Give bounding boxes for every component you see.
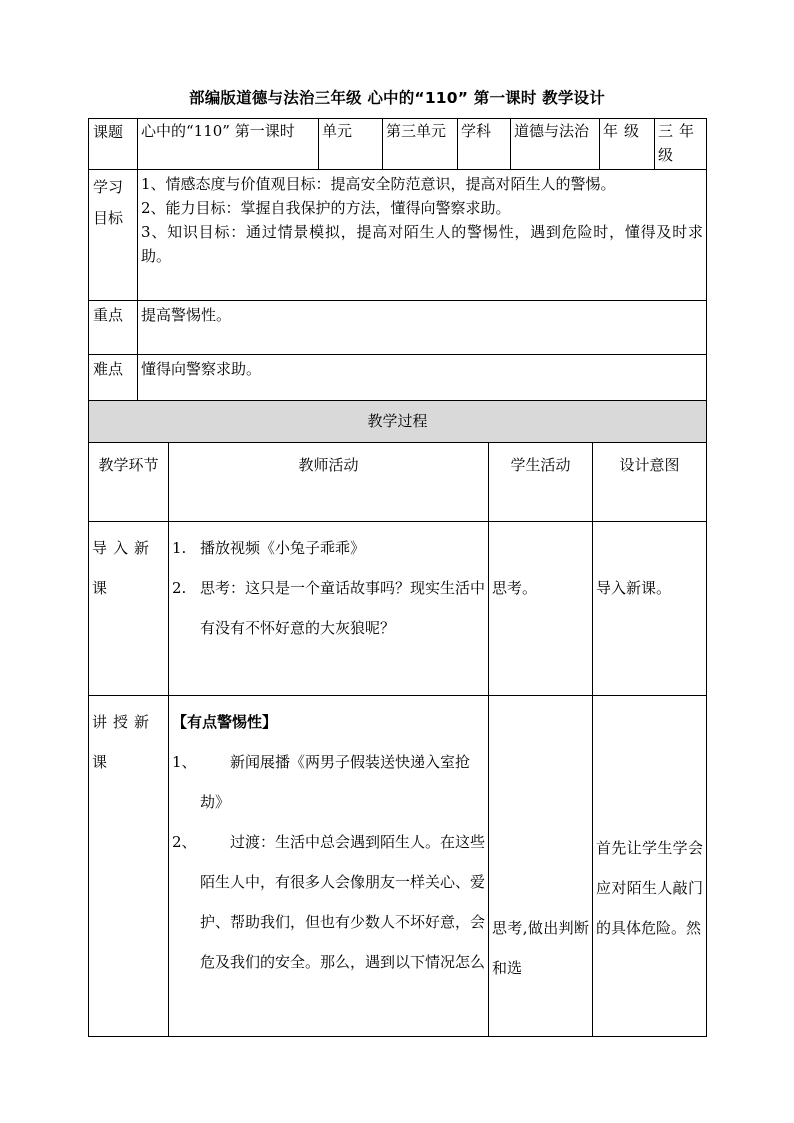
design-intent-header: 设计意图 (593, 443, 707, 522)
lesson-info-row (89, 119, 707, 170)
document-title: 部编版道德与法治三年级 心中的“110” 第一课时 教学设计 (189, 89, 605, 107)
item-text: 思考：这只是一个童话故事吗？现实生活中有没有不怀好意的大灰狼呢？ (200, 579, 486, 637)
new-lesson-stage: 讲授新课 (89, 696, 169, 1037)
student-activity-text: 思考。 (492, 579, 538, 597)
subject-label: 学科 (458, 119, 511, 170)
item-text: 播放视频《小兔子乖乖》 (200, 539, 366, 557)
difficulty-value: 懂得向警察求助。 (138, 355, 707, 409)
lead-in-stage: 导入新课 (89, 522, 169, 696)
process-banner: 教学过程 (89, 401, 707, 443)
teacher-activity-header: 教师活动 (169, 443, 489, 522)
list-item (172, 528, 485, 568)
item-number: 2. (172, 579, 187, 597)
student-activity-header: 学生活动 (489, 443, 593, 522)
item-text: 过渡：生活中总会遇到陌生人。在这些陌生人中，有很多人会像朋友一样关心、爱护、帮助我们，但也有少数人不坏好意，会危及我们的安全。那么，遇到以下情况怎么 (200, 833, 486, 971)
goal-item: 3、知识目标：通过情景模拟，提高对陌生人的警惕性，遇到危险时，懂得及时求助。 (141, 223, 703, 265)
item-text: 新闻展播《两男子假装送快递入室抢劫》 (200, 753, 471, 811)
stage-header: 教学环节 (89, 443, 169, 522)
student-activity-text: 思考,做出判断和选 (492, 919, 589, 977)
lead-in-row (89, 522, 707, 696)
topic-value: 心中的“110” 第一课时 (138, 119, 319, 170)
item-number: 1、 (172, 753, 197, 771)
teaching-process-table (88, 400, 707, 1037)
section-heading: 【有点警惕性】 (172, 713, 278, 731)
key-point-value: 提高警惕性。 (138, 301, 707, 355)
unit-value: 第三单元 (383, 119, 458, 170)
grade-value: 三年级 (655, 119, 707, 170)
lesson-info-table (88, 118, 707, 409)
process-header-row (89, 443, 707, 522)
goals-content (138, 170, 707, 301)
goal-item: 1、情感态度与价值观目标：提高安全防范意识，提高对陌生人的警惕。 (141, 175, 616, 193)
goals-label: 学习目标 (89, 170, 138, 301)
unit-label: 单元 (319, 119, 383, 170)
list-item (172, 742, 485, 822)
list-item (172, 822, 485, 982)
design-intent-text: 首先让学生学会应对陌生人敲门的具体危险。然 (596, 839, 704, 937)
goal-item: 2、能力目标：掌握自我保护的方法，懂得向警察求助。 (141, 199, 511, 217)
item-number: 2、 (172, 833, 197, 851)
item-number: 1. (172, 539, 187, 557)
key-point-label: 重点 (89, 301, 138, 355)
list-item (172, 568, 485, 648)
topic-label: 课题 (89, 119, 138, 170)
grade-label: 年级 (600, 119, 655, 170)
lead-in-design-intent (593, 522, 707, 696)
new-lesson-row (89, 696, 707, 1037)
learning-goals-row (89, 170, 707, 301)
new-lesson-teacher-activity (169, 696, 489, 1037)
difficulty-label: 难点 (89, 355, 138, 409)
lead-in-student-activity (489, 522, 593, 696)
new-lesson-design-intent (593, 696, 707, 1037)
lead-in-teacher-activity (169, 522, 489, 696)
design-intent-text: 导入新课。 (596, 579, 672, 597)
new-lesson-student-activity (489, 696, 593, 1037)
subject-value: 道德与法治 (511, 119, 600, 170)
key-point-row (89, 301, 707, 355)
process-banner-row (89, 401, 707, 443)
